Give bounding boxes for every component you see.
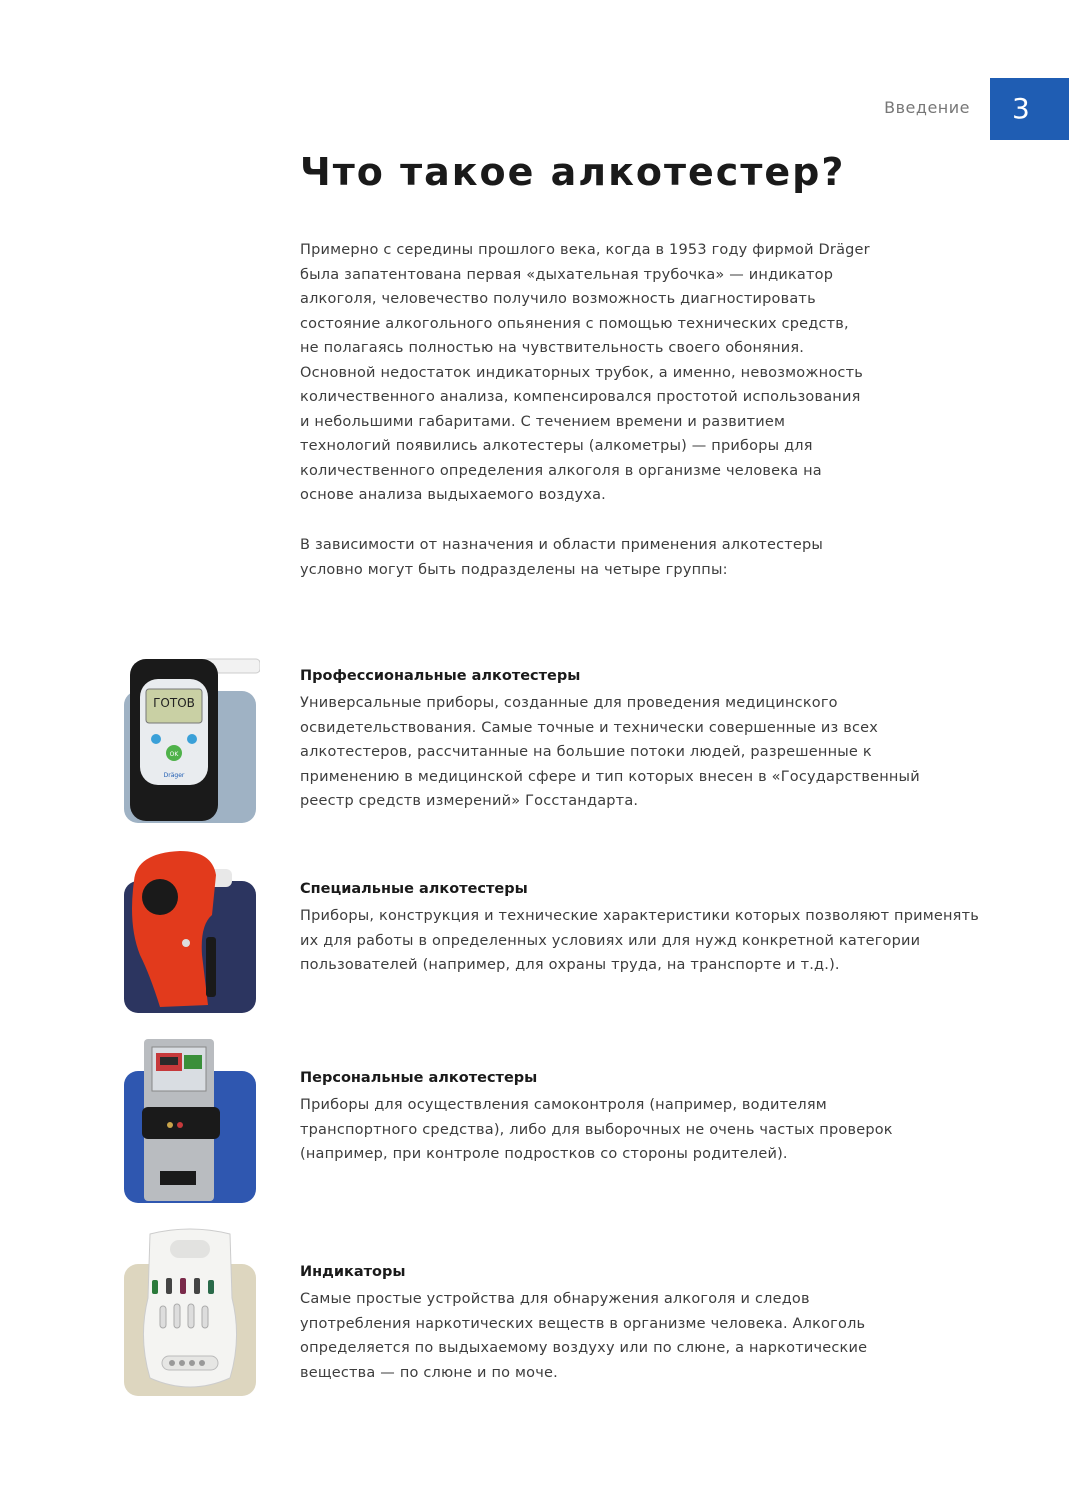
group-line: освидетельствования. Самые точные и технически совершенные из всех bbox=[300, 719, 879, 736]
brand-text: Dräger bbox=[163, 772, 185, 779]
group-line: Универсальные приборы, созданные для проведения медицинского bbox=[300, 695, 838, 711]
intro-line: Примерно с середины прошлого века, когда в 1953 году фирмой Dräger bbox=[300, 242, 870, 258]
group-heading: Индикаторы bbox=[300, 1264, 406, 1280]
group-line: применению в медицинской сфере и тип которых внесен в «Государственный bbox=[300, 768, 920, 785]
group-heading: Персональные алкотестеры bbox=[300, 1070, 538, 1086]
intro-line: основе анализа выдыхаемого воздуха. bbox=[300, 487, 606, 503]
intro-line: не полагаясь полностью на чувствительность своего обоняния. bbox=[300, 340, 805, 356]
group-professional bbox=[300, 665, 1000, 814]
group-line: Самые простые устройства для обнаружения алкоголя и следов bbox=[300, 1291, 810, 1307]
ok-button-text: OK bbox=[169, 751, 179, 758]
group-line: транспортного средства), либо для выборочных не очень частых проверок bbox=[300, 1121, 893, 1138]
indicator-test-image bbox=[120, 1228, 260, 1398]
group-line: алкотестеров, рассчитанные на большие потоки людей, разрешенные к bbox=[300, 744, 872, 760]
group-indicators bbox=[300, 1261, 1000, 1385]
group-heading: Профессиональные алкотестеры bbox=[300, 668, 581, 684]
group-line: Приборы для осуществления самоконтроля (например, водителям bbox=[300, 1097, 827, 1113]
group-line: вещества — по слюне и по моче. bbox=[300, 1364, 558, 1381]
section-label: Введение bbox=[884, 98, 970, 117]
special-breathalyzer-image bbox=[120, 845, 260, 1015]
group-heading: Специальные алкотестеры bbox=[300, 881, 528, 897]
intro-line: была запатентована первая «дыхательная трубочка» — индикатор bbox=[300, 266, 834, 283]
intro-line: и небольшими габаритами. С течением времени и развитием bbox=[300, 413, 786, 430]
group-line: употребления наркотических веществ в организме человека. Алкоголь bbox=[300, 1315, 866, 1332]
personal-breathalyzer-image bbox=[120, 1035, 260, 1205]
group-description bbox=[300, 904, 1000, 978]
group-description bbox=[300, 691, 1000, 814]
intro-line: количественного определения алкоголя в организме человека на bbox=[300, 462, 822, 479]
intro-paragraph bbox=[300, 238, 900, 508]
group-description bbox=[300, 1093, 1000, 1167]
intro-line: состояние алкогольного опьянения с помощью технических средств, bbox=[300, 315, 849, 332]
display-ready-text: ГОТОВ bbox=[153, 696, 195, 710]
page-number-tab: 3 bbox=[990, 78, 1069, 140]
group-personal bbox=[300, 1067, 1000, 1167]
page-title: Что такое алкотестер? bbox=[300, 150, 846, 194]
group-line: пользователей (например, для охраны труда, на транспорте и т.д.). bbox=[300, 957, 840, 973]
group-line: реестр средств измерений» Госстандарта. bbox=[300, 793, 639, 809]
intro-line: количественного анализа, компенсировался простотой использования bbox=[300, 389, 861, 405]
professional-breathalyzer-image bbox=[120, 655, 260, 825]
groups-intro-paragraph bbox=[300, 533, 900, 582]
group-line: Приборы, конструкция и технические характеристики которых позволяют применять bbox=[300, 908, 979, 924]
group-line: определяется по выдыхаемому воздуху или по слюне, а наркотические bbox=[300, 1340, 868, 1356]
intro-line: Основной недостаток индикаторных трубок, а именно, невозможность bbox=[300, 364, 863, 381]
intro-line: алкоголя, человечество получило возможность диагностировать bbox=[300, 291, 816, 307]
groups-intro-line: условно могут быть подразделены на четыре группы: bbox=[300, 561, 728, 578]
group-line: их для работы в определенных условиях или для нужд конкретной категории bbox=[300, 932, 921, 949]
intro-line: технологий появились алкотестеры (алкометры) — приборы для bbox=[300, 438, 813, 454]
group-special bbox=[300, 878, 1000, 978]
group-description bbox=[300, 1287, 1000, 1385]
groups-intro-line: В зависимости от назначения и области применения алкотестеры bbox=[300, 537, 824, 553]
group-line: (например, при контроле подростков со стороны родителей). bbox=[300, 1146, 788, 1162]
